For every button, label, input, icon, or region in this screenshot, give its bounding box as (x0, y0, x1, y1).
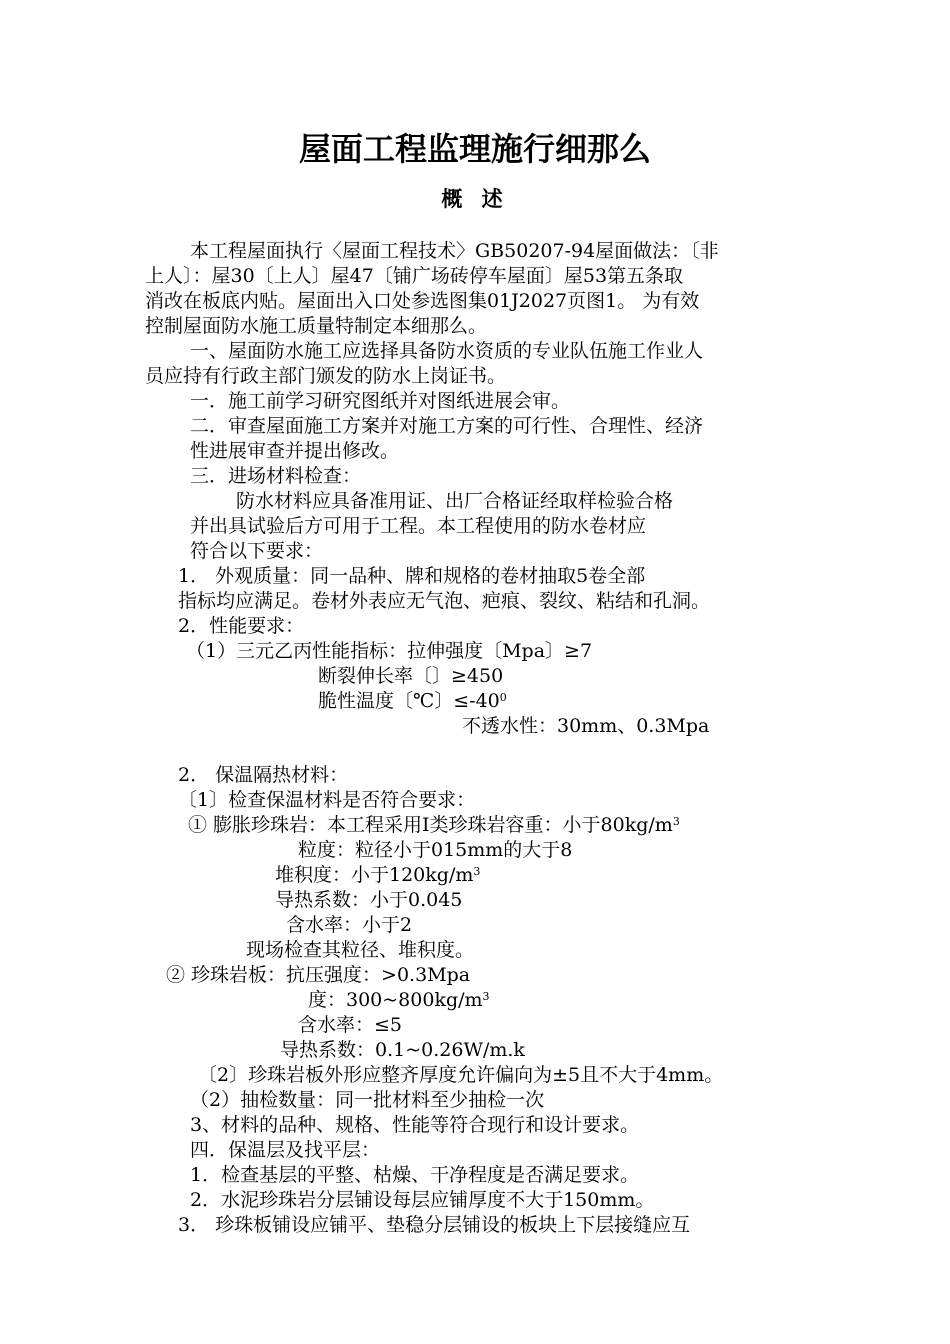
line-text: 控制屋面防水施工质量特制定本细那么。 (145, 315, 488, 337)
line-text: （1）三元乙丙性能指标：拉伸强度〔Mpa〕≥7 (186, 640, 593, 662)
line-text: 指标均应满足。卷材外表应无气泡、疤痕、裂纹、粘结和孔洞。 (178, 590, 711, 612)
text-line (145, 313, 487, 339)
line-text: （2）抽检数量：同一批材料至少抽检一次 (190, 1089, 545, 1111)
text-line (190, 438, 399, 464)
text-line (178, 1212, 690, 1238)
text-line (190, 1187, 654, 1213)
line-text: 现场检查其粒径、堆积度。 (246, 939, 475, 961)
superscript: 3 (473, 865, 481, 878)
text-line (178, 613, 304, 639)
line-text: 堆积度：小于120kg/m (275, 864, 474, 886)
line-text: 符合以下要求： (190, 540, 324, 562)
text-line (145, 263, 683, 289)
line-text: 三．进场材料检查： (190, 465, 362, 487)
line-text: 2．水泥珍珠岩分层铺设每层应铺厚度不大于150mm。 (190, 1189, 655, 1211)
text-line (190, 513, 646, 539)
text-line (298, 1012, 402, 1038)
text-line (298, 837, 572, 863)
text-line (190, 388, 570, 414)
section-heading: 概 述 (441, 187, 509, 211)
text-line (178, 762, 348, 788)
superscript: 3 (672, 815, 680, 828)
text-line (198, 1062, 723, 1088)
text-line (462, 713, 709, 739)
line-text: 含水率：小于2 (286, 914, 413, 936)
text-line (178, 563, 645, 589)
line-text: 并出具试验后方可用于工程。本工程使用的防水卷材应 (190, 515, 647, 537)
line-text: 一．施工前学习研究图纸并对图纸进展会审。 (190, 390, 571, 412)
line-text: 导热系数：小于0.045 (275, 889, 463, 911)
line-text: 四．保温层及找平层： (190, 1139, 381, 1161)
line-text: 粒度：粒径小于015mm的大于8 (298, 839, 573, 861)
text-line (308, 987, 490, 1013)
line-text: 含水率：≤5 (298, 1014, 403, 1036)
line-text: 〔1〕检查保温材料是否符合要求： (178, 789, 476, 811)
text-line (190, 413, 703, 439)
line-text: 3． 珍珠板铺设应铺平、垫稳分层铺设的板块上下层接缝应互 (178, 1214, 691, 1236)
line-text: 〔2〕珍珠岩板外形应整齐厚度允许偏向为±5且不大于4mm。 (198, 1064, 724, 1086)
document-title: 屋面工程监理施行细那么 (298, 130, 651, 168)
text-line (186, 638, 592, 664)
line-text: 1． 外观质量：同一品种、牌和规格的卷材抽取5卷全部 (178, 565, 646, 587)
line-text: 本工程屋面执行〈屋面工程技术〉GB50207-94屋面做法：〔非 (190, 240, 719, 262)
text-line (318, 688, 507, 714)
text-line (188, 812, 680, 838)
text-line (275, 862, 480, 888)
line-text: 员应持有行政主部门颁发的防水上岗证书。 (145, 365, 507, 387)
text-line (275, 887, 462, 913)
line-text: 3、材料的品种、规格、性能等符合现行和设计要求。 (190, 1114, 640, 1136)
text-line (145, 288, 699, 314)
text-line (190, 538, 323, 564)
line-text: 断裂伸长率〔〕≥450 (318, 665, 504, 687)
text-line (236, 488, 673, 514)
superscript: 0 (499, 691, 507, 704)
text-line (286, 912, 412, 938)
line-text: 一、屋面防水施工应选择具备防水资质的专业队伍施工作业人 (190, 340, 704, 362)
text-line (280, 1037, 525, 1063)
line-text: 消改在板底内贴。屋面出入口处参选图集01J2027页图1。 为有效 (145, 290, 700, 312)
line-text: ① 膨胀珍珠岩：本工程采用I类珍珠岩容重：小于80kg/m (188, 814, 673, 836)
text-line (166, 962, 470, 988)
line-text: 性进展审查并提出修改。 (190, 440, 400, 462)
line-text: 度：300~800kg/m (308, 989, 483, 1011)
line-text: 导热系数：0.1~0.26W/m.k (280, 1039, 525, 1061)
text-line (190, 1087, 544, 1113)
text-line (178, 787, 475, 813)
line-text: 1．检查基层的平整、枯燥、干净程度是否满足要求。 (190, 1164, 640, 1186)
line-text: 不透水性：30mm、0.3Mpa (462, 715, 710, 737)
text-line (190, 238, 719, 264)
line-text: 防水材料应具备准用证、出厂合格证经取样检验合格 (236, 490, 674, 512)
text-line (190, 1112, 639, 1138)
text-line (190, 1162, 639, 1188)
superscript: 3 (482, 990, 490, 1003)
line-text: 2．性能要求： (178, 615, 305, 637)
text-line (178, 588, 710, 614)
text-line (190, 1137, 380, 1163)
text-line (246, 937, 474, 963)
line-text: 脆性温度〔℃〕≤-40 (318, 690, 500, 712)
line-text: 2． 保温隔热材料： (178, 764, 349, 786)
text-line (190, 338, 703, 364)
line-text: 二．审查屋面施工方案并对施工方案的可行性、合理性、经济 (190, 415, 704, 437)
text-line (190, 463, 361, 489)
text-line (318, 663, 503, 689)
line-text: ② 珍珠岩板：抗压强度：>0.3Mpa (166, 964, 471, 986)
text-line (145, 363, 506, 389)
line-text: 上人〕：屋30〔上人〕屋47〔铺广场砖停车屋面〕屋53第五条取 (145, 265, 684, 287)
